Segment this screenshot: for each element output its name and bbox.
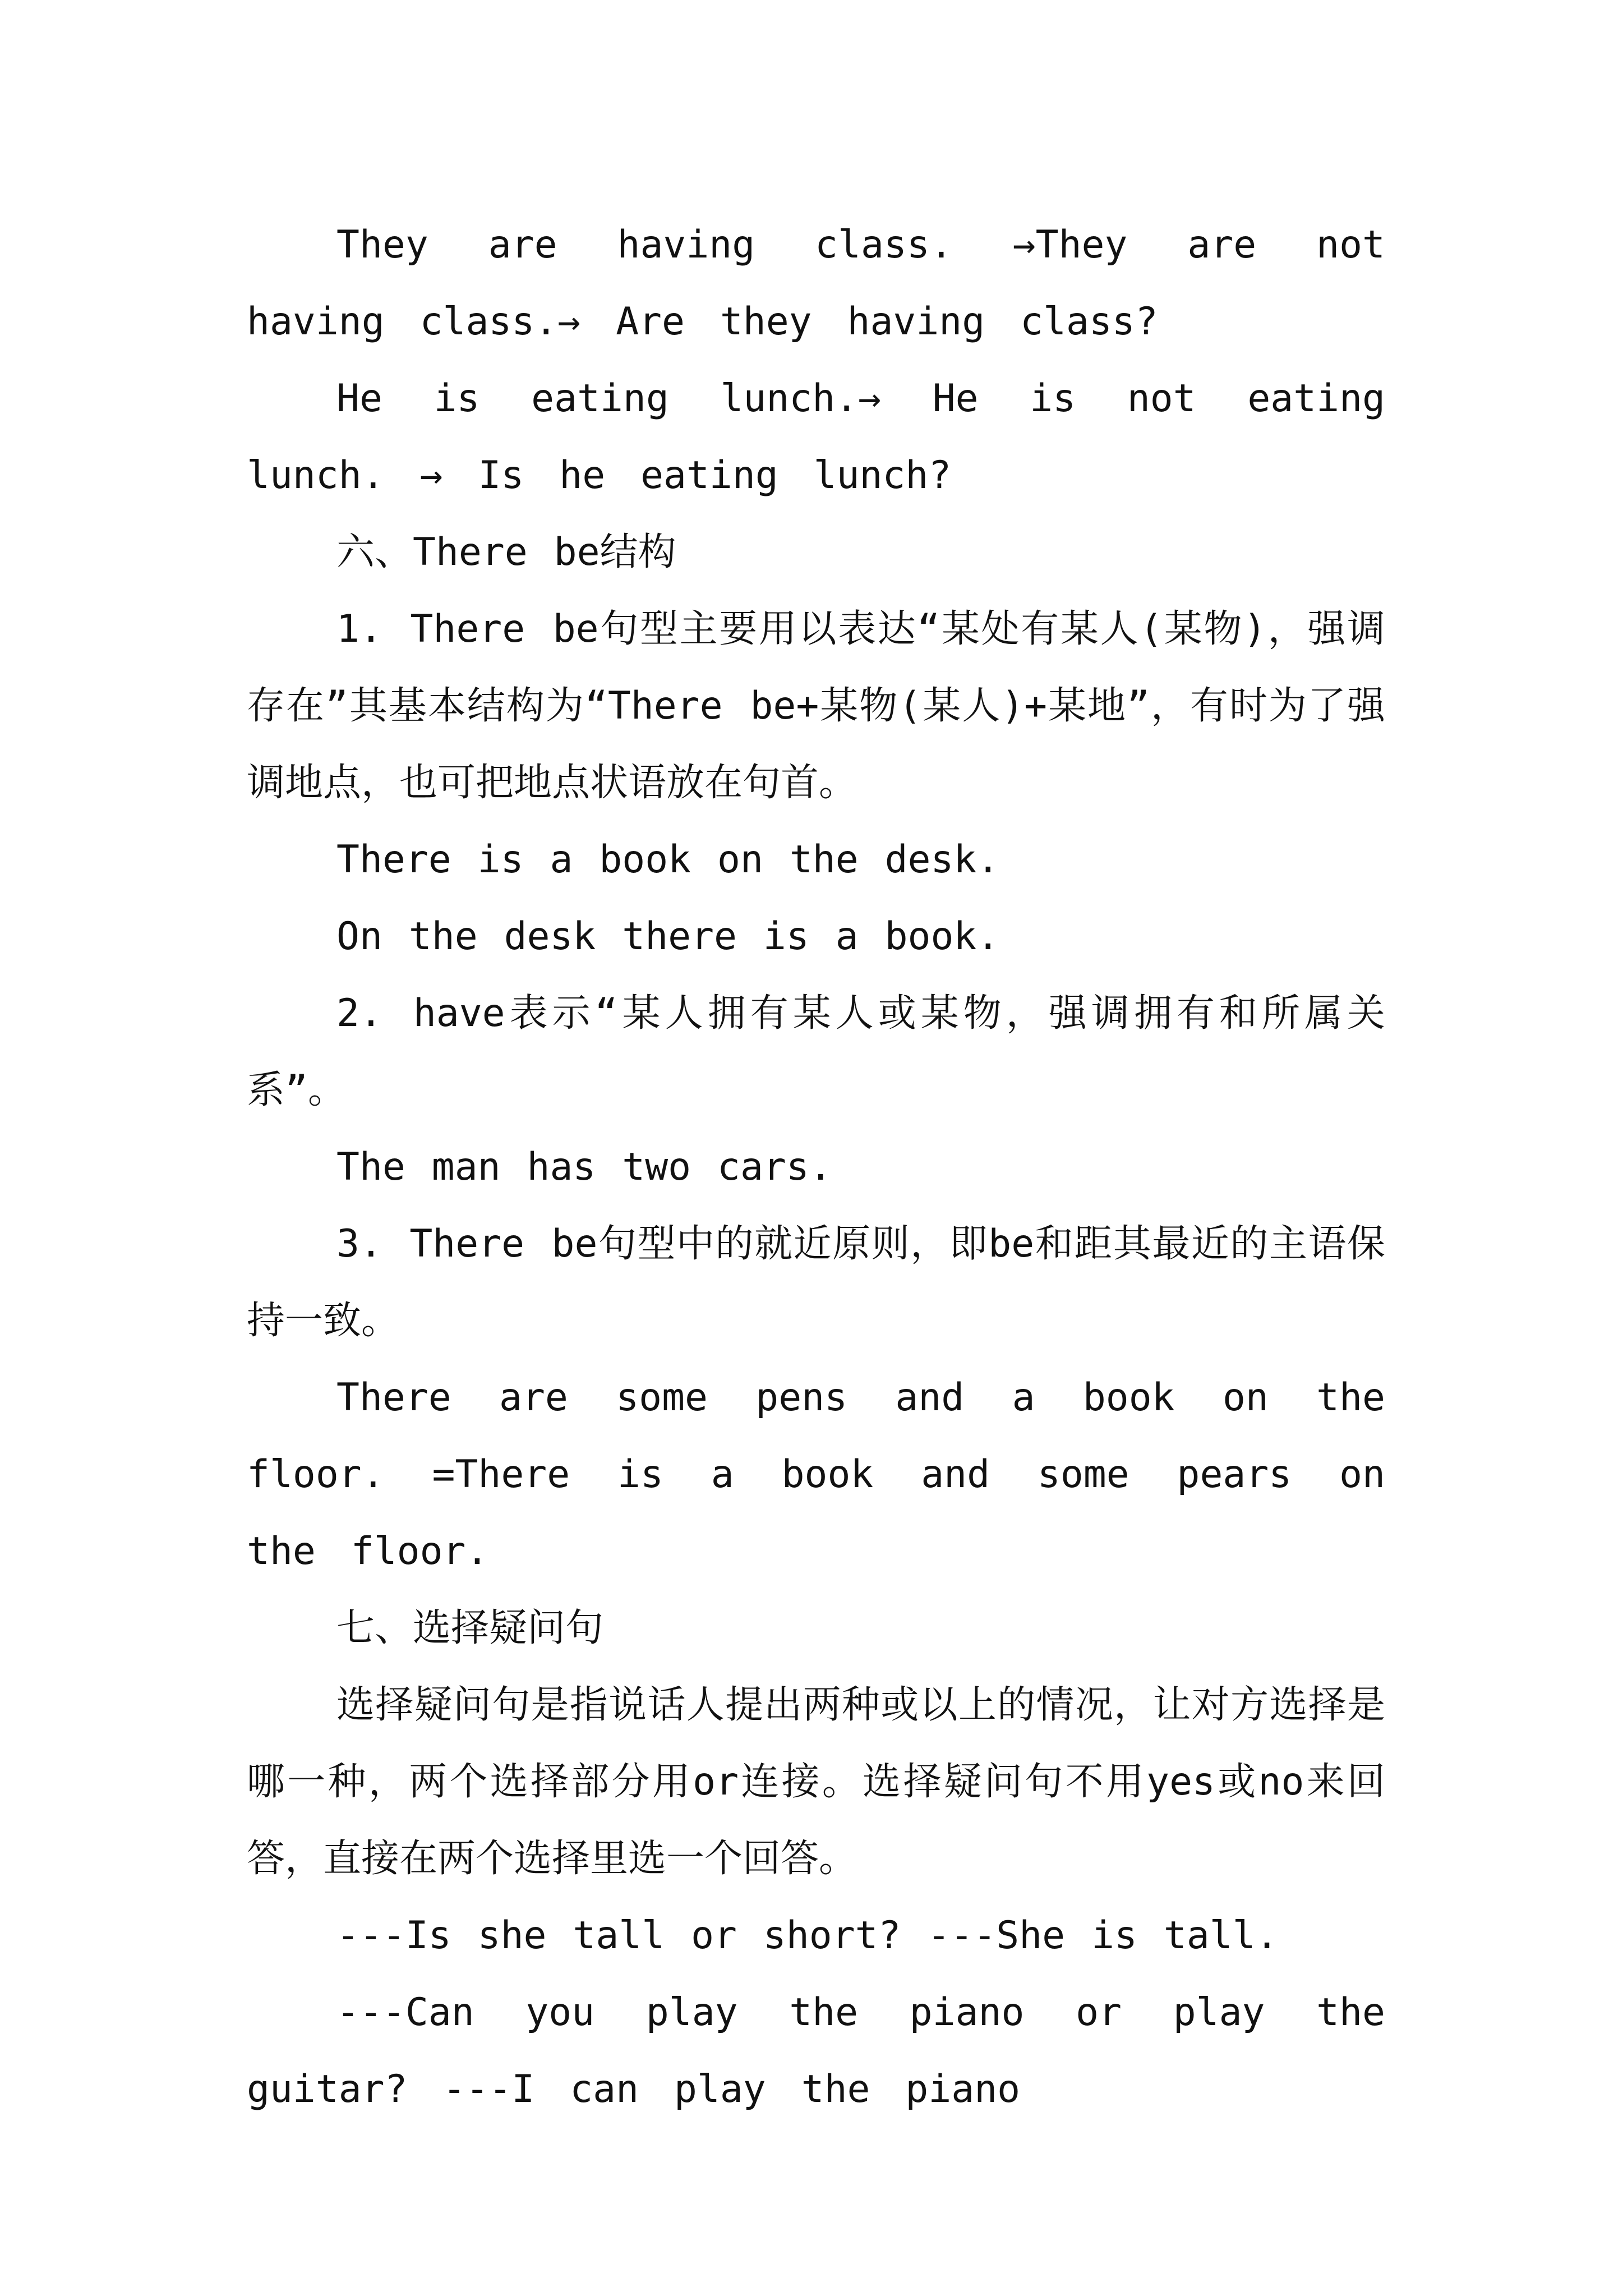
rule-paragraph: 3. There be句型中的就近原则，即be和距其最近的主语保持一致。 (247, 1222, 1385, 1343)
example-sentence: He is eating lunch.→ He is not eating lunch. → Is he eating lunch? (247, 376, 1385, 498)
document-body (247, 206, 1385, 2128)
rule-paragraph: 选择疑问句是指说话人提出两种或以上的情况，让对方选择是哪一种，两个选择部分用or连接。选择疑问句不用yes或no来回答，直接在两个选择里选一个回答。 (247, 1683, 1385, 1881)
example-sentence: They are having class. →They are not having class.→ Are they having class? (247, 223, 1385, 344)
example-sentence: There is a book on the desk. (336, 838, 1000, 882)
example-dialogue: ---Can you play the piano or play the guitar? ---I can play the piano (247, 1990, 1385, 2111)
example-sentence: On the desk there is a book. (336, 914, 1000, 959)
example-sentence: The man has two cars. (336, 1145, 832, 1189)
rule-paragraph: 1. There be句型主要用以表达“某处有某人(某物)，强调存在”其基本结构为“There be+某物(某人)+某地”，有时为了强调地点，也可把地点状语放在句首。 (247, 607, 1385, 805)
section-heading: 七、选择疑问句 (336, 1606, 604, 1650)
rule-paragraph: 2. have表示“某人拥有某人或某物，强调拥有和所属关系”。 (247, 991, 1385, 1112)
example-dialogue: ---Is she tall or short? ---She is tall. (336, 1913, 1279, 1958)
section-heading: 六、There be结构 (336, 530, 676, 574)
example-sentence: There are some pens and a book on the floor. =There is a book and some pears on the floor. (247, 1375, 1385, 1573)
